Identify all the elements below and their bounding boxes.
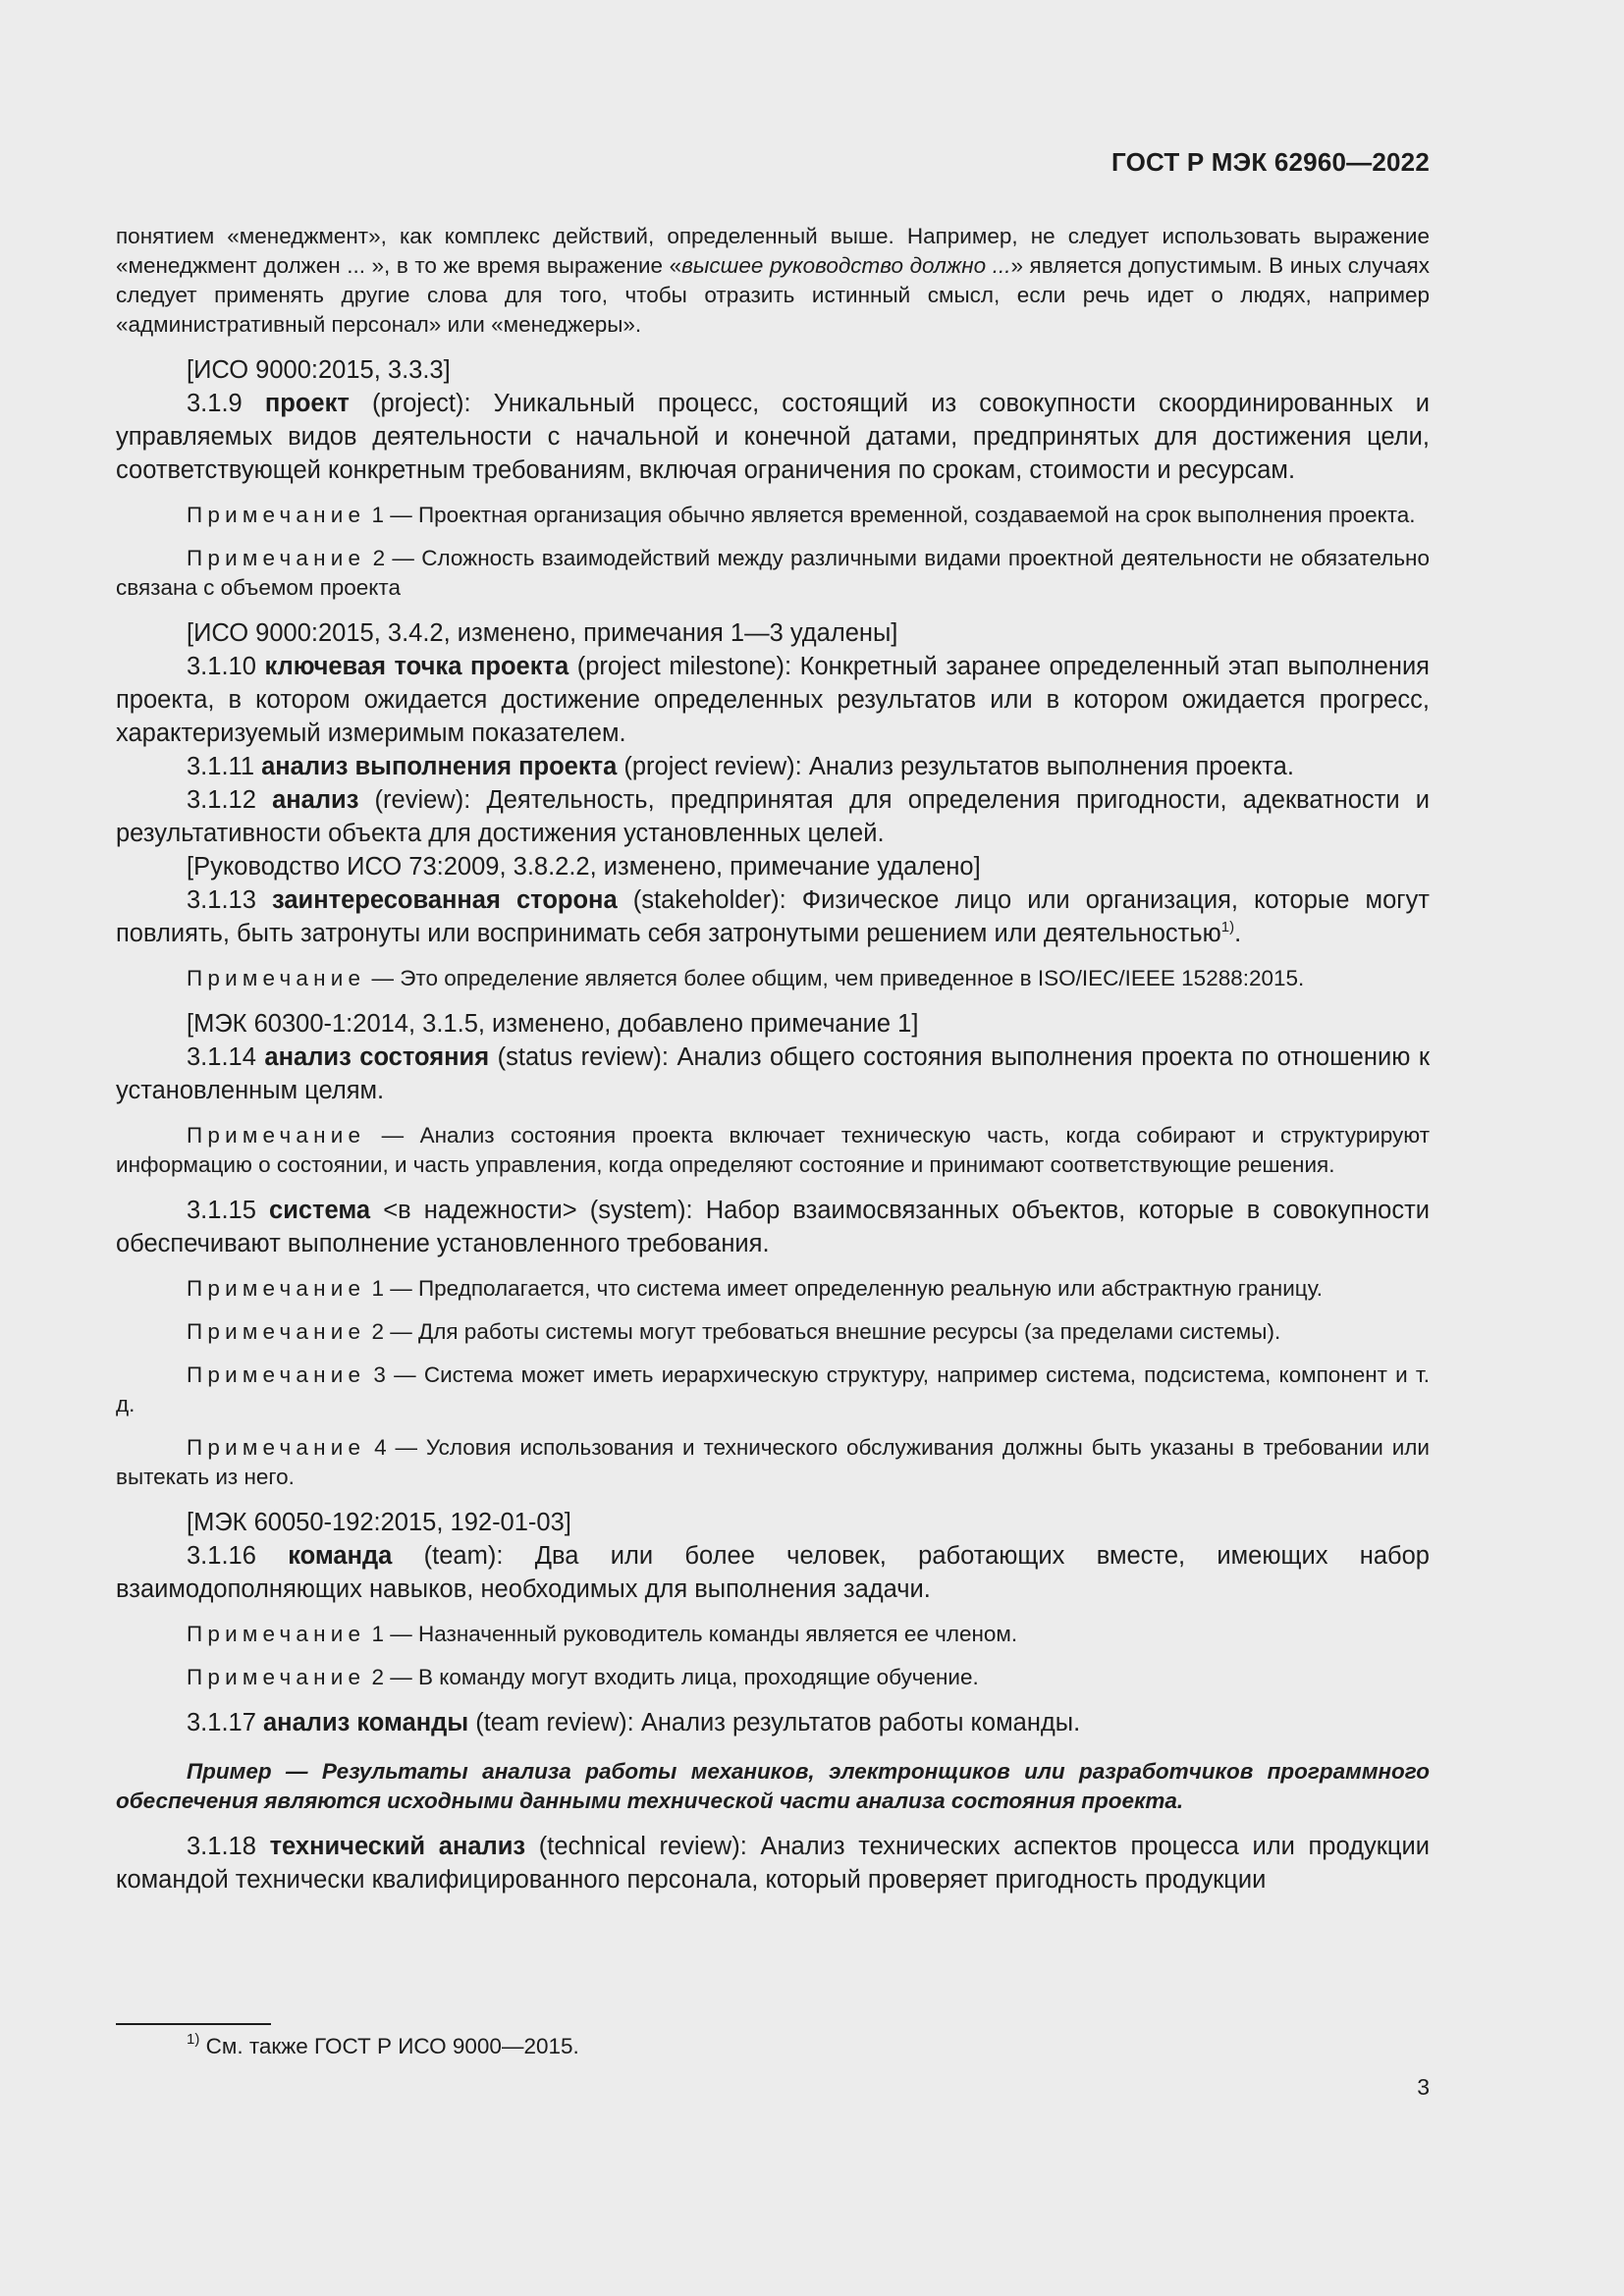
footnote-marker: 1) [1220, 919, 1235, 935]
term-3-1-18 [116, 1830, 1430, 1896]
note-text: — Анализ состояния проекта включает техническую часть, когда собирают и структурируют информацию о состоянии, и часть управления, когда определяют состояние и принимают соответствующие решения. [116, 1123, 1430, 1177]
term-number: 3.1.13 [187, 886, 273, 914]
term-number: 3.1.9 [187, 390, 265, 417]
term-name: команда [288, 1542, 393, 1570]
note-label: Примечание [187, 1435, 366, 1460]
intro-text-1: понятием «менеджмент», как комплекс действий, определенный выше. Например, не следует использовать выражение «менеджмент должен ... », в то же время выражение « [116, 224, 1430, 278]
note-label: Примечание [187, 1123, 366, 1148]
note [116, 1361, 1430, 1419]
term-definition: (technical review): Анализ технических аспектов процесса или продукции командой технически квалифицированного персонала, который проверяет пригодность продукции [116, 1833, 1430, 1894]
note-label: Примечание [187, 1622, 366, 1646]
note-label: Примечание [187, 966, 366, 990]
note-text: 1 — Назначенный руководитель команды является ее членом. [365, 1622, 1018, 1646]
note [116, 1433, 1430, 1492]
note-label: Примечание [187, 1665, 366, 1689]
reference: [МЭК 60050-192:2015, 192-01-03] [187, 1509, 571, 1536]
term-definition: (team review): Анализ результатов работы команды. [468, 1709, 1081, 1736]
reference: [ИСО 9000:2015, 3.4.2, изменено, примечания 1—3 удалены] [187, 619, 898, 647]
reference: [Руководство ИСО 73:2009, 3.8.2.2, изменено, примечание удалено] [187, 853, 981, 881]
note [116, 1274, 1430, 1304]
term-definition: (project): Уникальный процесс, состоящий из совокупности скоординированных и управляемых видов деятельности с начальной и конечной датами, предпринятых для достижения цели, соответствующей конкретным требованиям, включая ограничения по срокам, стоимости и ресурсам. [116, 390, 1430, 484]
term-number: 3.1.10 [187, 653, 265, 680]
note-text: 1 — Предполагается, что система имеет определенную реальную или абстрактную границу. [365, 1276, 1323, 1301]
term-3-1-13 [116, 883, 1430, 950]
term-number: 3.1.11 [187, 753, 262, 780]
intro-text-italic: высшее руководство должно ... [681, 253, 1011, 278]
note [116, 964, 1430, 993]
term-name: ключевая точка проекта [264, 653, 569, 680]
page-body [116, 222, 1430, 1896]
reference: [ИСО 9000:2015, 3.3.3] [187, 356, 451, 384]
term-number: 3.1.16 [187, 1542, 289, 1570]
term-3-1-16 [116, 1539, 1430, 1606]
note-text: 2 — В команду могут входить лица, проходящие обучение. [365, 1665, 979, 1689]
term-definition: (review): Деятельность, предпринятая для определения пригодности, адекватности и результативности объекта для достижения установленных целей. [116, 786, 1431, 847]
term-name: анализ состояния [264, 1043, 490, 1071]
term-number: 3.1.12 [187, 786, 273, 814]
term-3-1-12 [116, 783, 1430, 850]
note [116, 1620, 1430, 1649]
page-header: ГОСТ Р МЭК 62960—2022 [1110, 147, 1430, 177]
note-label: Примечание [187, 1362, 366, 1387]
note-label: Примечание [187, 1276, 366, 1301]
note-text: 2 — Для работы системы могут требоваться внешние ресурсы (за пределами системы). [365, 1319, 1281, 1344]
note [116, 501, 1430, 530]
footnote-text: См. также ГОСТ Р ИСО 9000—2015. [199, 2034, 579, 2058]
term-definition: (project milestone): Конкретный заранее определенный этап выполнения проекта, в котором ожидается достижение определенных результатов или в котором ожидается прогресс, характеризуемый измеримым показателем. [116, 653, 1430, 747]
term-name: система [269, 1197, 371, 1224]
footnote [187, 2032, 579, 2061]
term-number: 3.1.18 [187, 1833, 270, 1860]
intro-text-2: » является допустимым. В иных случаях следует применять другие слова для того, чтобы отразить истинный смысл, если речь идет о людях, например «административный персонал» или «менеджеры». [116, 253, 1430, 337]
term-end: . [1234, 920, 1242, 947]
footnote-number: 1) [187, 2031, 200, 2048]
note-text: 1 — Проектная организация обычно является временной, создаваемой на срок выполнения проекта. [365, 503, 1416, 527]
note [116, 544, 1430, 603]
term-definition: (team): Два или более человек, работающих вместе, имеющих набор взаимодополняющих навыков, необходимых для выполнения задачи. [116, 1542, 1430, 1603]
term-3-1-15 [116, 1194, 1430, 1260]
term-definition: (project review): Анализ результатов выполнения проекта. [617, 753, 1294, 780]
note-text: 2 — Сложность взаимодействий между различными видами проектной деятельности не обязательно связана с объемом проекта [116, 546, 1430, 600]
footnote-divider [116, 2023, 271, 2025]
term-number: 3.1.17 [187, 1709, 263, 1736]
note-text: 3 — Система может иметь иерархическую структуру, например система, подсистема, компонент и т. д. [116, 1362, 1430, 1416]
term-3-1-17 [116, 1706, 1430, 1739]
note-text: 4 — Условия использования и технического обслуживания должны быть указаны в требовании или вытекать из него. [116, 1435, 1430, 1489]
note-label: Примечание [187, 1319, 366, 1344]
term-definition: (status review): Анализ общего состояния выполнения проекта по отношению к установленным целям. [116, 1043, 1430, 1104]
term-name: анализ команды [262, 1709, 469, 1736]
term-number: 3.1.15 [187, 1197, 270, 1224]
term-definition: (stakeholder): Физическое лицо или организация, которые могут повлиять, быть затронуты или воспринимать себя затронутыми решением или деятельностью [116, 886, 1430, 947]
term-3-1-14 [116, 1041, 1430, 1107]
note-label: Примечание [187, 546, 366, 570]
term-number: 3.1.14 [187, 1043, 265, 1071]
term-definition: <в надежности> (system): Набор взаимосвязанных объектов, которые в совокупности обеспечивают выполнение установленного требования. [116, 1197, 1431, 1257]
term-name: проект [264, 390, 350, 417]
note [116, 1121, 1430, 1180]
example-paragraph: Пример — Результаты анализа работы механиков, электронщиков или разработчиков программного обеспечения являются исходными данными технической части анализа состояния проекта. [116, 1759, 1430, 1813]
term-3-1-9 [116, 387, 1430, 487]
note-text: — Это определение является более общим, чем приведенное в ISO/IEC/IEEE 15288:2015. [365, 966, 1305, 990]
term-name: заинтересованная сторона [272, 886, 618, 914]
term-name: анализ [272, 786, 359, 814]
term-name: анализ выполнения проекта [261, 753, 618, 780]
page-number: 3 [1417, 2074, 1430, 2100]
note [116, 1663, 1430, 1692]
term-3-1-11 [116, 750, 1430, 783]
term-3-1-10 [116, 650, 1430, 750]
intro-paragraph [116, 222, 1430, 340]
note [116, 1317, 1430, 1347]
term-name: технический анализ [269, 1833, 526, 1860]
reference: [МЭК 60300-1:2014, 3.1.5, изменено, добавлено примечание 1] [187, 1010, 919, 1038]
note-label: Примечание [187, 503, 366, 527]
